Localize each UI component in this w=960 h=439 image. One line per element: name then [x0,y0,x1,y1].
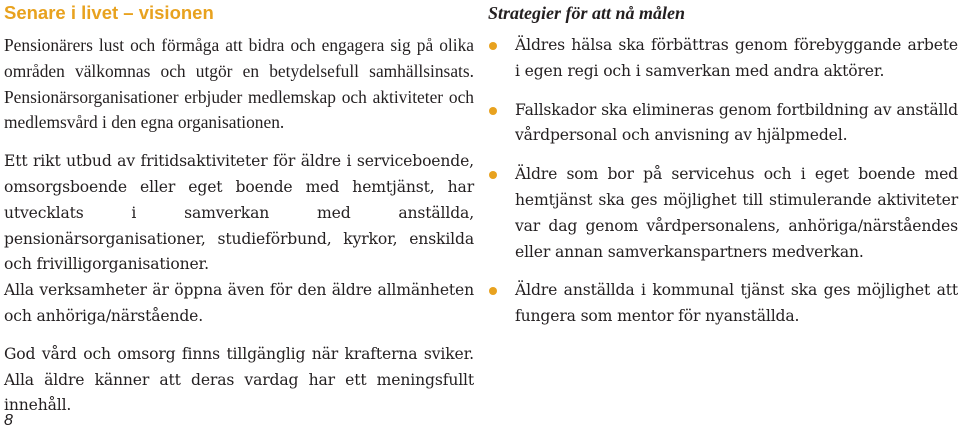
strategies-heading: Strategier för att nå målen [488,3,686,23]
list-item [488,162,958,265]
open-activities-paragraph: Alla verksamheter är öppna även för den äldre allmänheten och anhöriga/närstående. [4,281,474,325]
strategy-list [488,33,958,330]
page-number: 8 [4,412,13,429]
intro-paragraph: Pensionärers lust och förmåga att bidra och engagera sig på olika områden välkomnas och utgör en betydelsefull samhällsinsats. Pensionärsorganisationer erbjuder medlemskap och aktiviteter och medlemsvård i den egna organisationen. [4,35,474,133]
list-item-text: Äldre anställda i kommunal tjänst ska ges möjlighet att fungera som mentor för nyanställda. [515,281,958,326]
list-item [488,98,958,150]
right-column [488,0,958,343]
left-column [4,0,474,419]
care-paragraph: God vård och omsorg finns tillgänglig när krafterna sviker. Alla äldre känner att deras vardag har ett meningsfullt innehåll. [4,344,474,415]
bullet-icon [489,287,497,295]
bullet-icon [489,42,497,50]
bullet-icon [489,107,497,115]
bullet-icon [489,171,497,179]
list-item-text: Fallskador ska elimineras genom fortbildning av anställd vårdpersonal och anvisning av hjälpmedel. [515,100,958,145]
list-item [488,278,958,330]
list-item [488,33,958,85]
list-item-text: Äldre som bor på servicehus och i eget boende med hemtjänst ska ges möjlighet till stimulerande aktiviteter var dag genom vårdpersonalens, anhöriga/närståendes eller annan samverkanspartners medverkan. [515,165,958,261]
list-item-text: Äldres hälsa ska förbättras genom förebyggande arbete i egen regi och i samverkan med andra aktörer. [515,36,958,80]
activities-paragraph: Ett rikt utbud av fritidsaktiviteter för äldre i serviceboende, omsorgsboende eller eget boende med hemtjänst, har utvecklats i samverkan med anställda, pensionärsorganisationer, studieförbund, kyrkor, enskilda och frivilligorganisationer. [4,152,474,274]
section-heading: Senare i livet – visionen [4,2,214,23]
